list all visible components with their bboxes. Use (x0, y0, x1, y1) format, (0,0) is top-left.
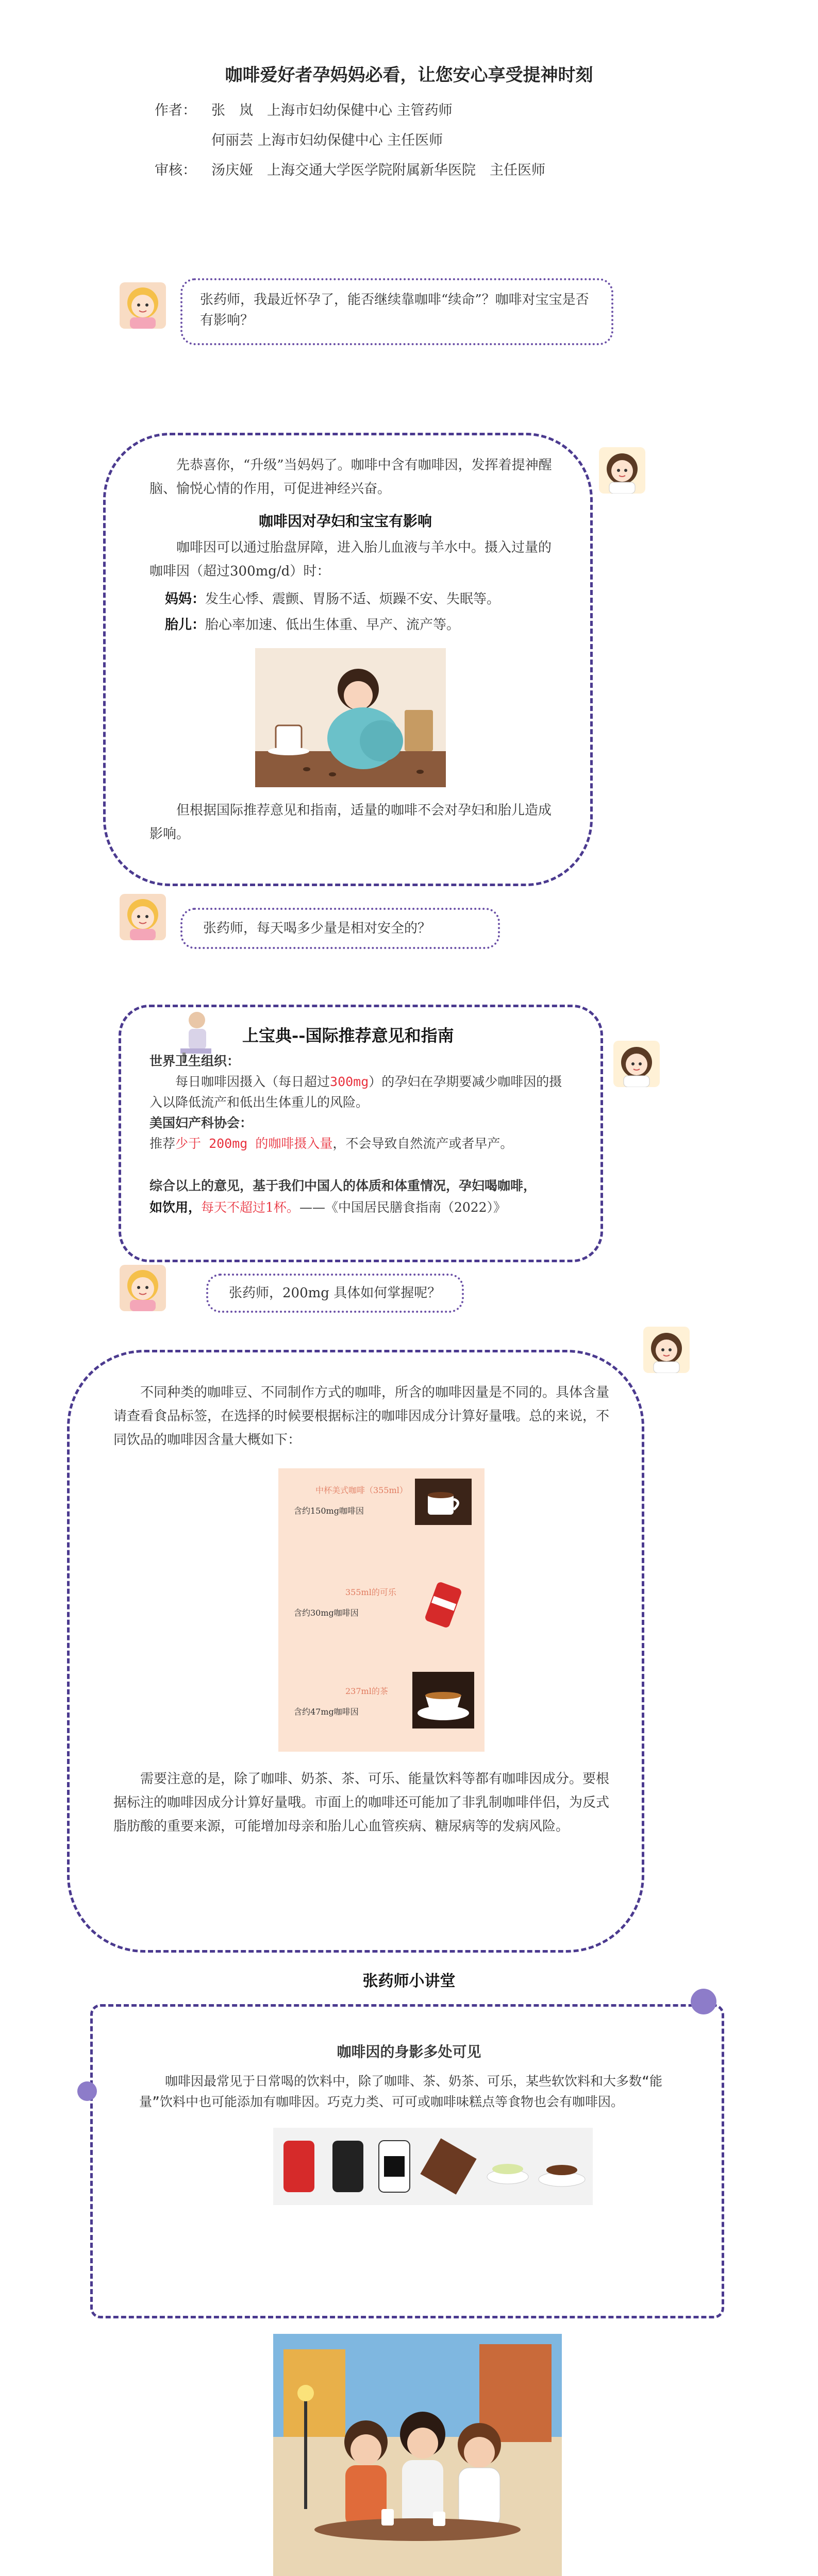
cola-can-icon (420, 1579, 466, 1631)
drink-3-name: 237ml的茶 (345, 1686, 388, 1696)
caffeine-foods-strip (273, 2128, 593, 2205)
answer-1-closing: 但根据国际推荐意见和指南，适量的咖啡不会对孕妇和胎儿造成影响。 (149, 803, 552, 842)
pharmacist-avatar-2 (613, 1041, 660, 1087)
answer-3-closing: 需要注意的是，除了咖啡、奶茶、茶、可乐、能量饮料等都有咖啡因成分。要根据标注的咖啡因成分计算好量哦。市面上的咖啡还可能加了非乳制咖啡伴侣，为反式脂肪酸的重要来源，可能增加母亲和胎儿心血管疾病、糖尿病等的发病风险。 (113, 1771, 610, 1834)
asker-avatar-3 (120, 1265, 166, 1311)
asker-avatar (120, 282, 166, 329)
acog-recommendation: 推荐少于 200mg 的咖啡摄入量，不会导致自然流产或者早产。 (149, 1136, 513, 1151)
answer-1-mother: 妈妈：发生心悸、震颤、胃肠不适、烦躁不安、失眠等。 (165, 591, 500, 607)
drink-1-name: 中杯美式咖啡（355ml） (315, 1485, 408, 1495)
drink-2-name: 355ml的可乐 (345, 1587, 396, 1597)
answer-2-heading: 上宝典--国际推荐意见和指南 (242, 1026, 454, 1045)
answer-1-fetus: 胎儿：胎心率加速、低出生体重、早产、流产等。 (165, 617, 460, 633)
drink-2-amount: 含约30mg咖啡因 (294, 1608, 359, 1618)
question-bubble-3: 张药师，200mg 具体如何掌握呢？ (206, 1274, 464, 1313)
lecture-body: 咖啡因最常见于日常喝的饮料中，除了咖啡、茶、奶茶、可乐，某些软饮料和大多数“能量”饮料中也可能添加有咖啡因。巧克力类、可可或咖啡味糕点等食物也会有咖啡因。 (139, 2074, 663, 2109)
acog-label: 美国妇产科协会： (149, 1115, 253, 1130)
summary-advice: 如饮用，每天不超过1杯。——《中国居民膳食指南（2022）》 (149, 1200, 507, 1215)
pregnant-woman-coffee-illustration (255, 648, 446, 787)
asker-avatar-2 (120, 894, 166, 940)
caffeine-content-chart (278, 1468, 485, 1752)
answer-1-heading: 咖啡因对孕妇和宝宝有影响 (258, 513, 432, 530)
answer-1-intro: 先恭喜你，“升级”当妈妈了。咖啡中含有咖啡因，发挥着提神醒脑、愉悦心情的作用，可促进神经兴奋。 (149, 457, 552, 497)
question-bubble-1: 张药师，我最近怀孕了，能否继续靠咖啡“续命”？咖啡对宝宝是否有影响？ (180, 278, 613, 345)
who-label: 世界卫生组织： (149, 1054, 240, 1069)
author-line-2: 何丽芸 上海市妇幼保健中心 主任医师 (211, 132, 443, 148)
summary-line: 综合以上的意见，基于我们中国人的体质和体重情况，孕妇喝咖啡， (149, 1178, 537, 1193)
drink-3-amount: 含约47mg咖啡因 (294, 1707, 359, 1717)
pharmacist-avatar-3 (643, 1327, 690, 1373)
page-title: 咖啡爱好者孕妈妈必看，让您安心享受提神时刻 (225, 65, 593, 86)
lecture-side-dot (77, 2081, 97, 2101)
pharmacist-avatar (599, 447, 645, 494)
reviewer-line: 审核： 汤庆娅 上海交通大学医学院附属新华医院 主任医师 (155, 162, 545, 178)
lecture-subtitle: 咖啡因的身影多处可见 (337, 2043, 481, 2060)
answer-3-intro: 不同种类的咖啡豆、不同制作方式的咖啡，所含的咖啡因量是不同的。具体含量请查看食品标签，在选择的时候要根据标注的咖啡因成分计算好量哦。总的来说，不同饮品的咖啡因含量大概如下： (113, 1385, 610, 1448)
women-at-cafe-illustration (273, 2334, 562, 2576)
who-recommendation: 每日咖啡因摄入（每日超过300mg）的孕妇在孕期要减少咖啡因的摄入以降低流产和低出生体重儿的风险。 (149, 1074, 562, 1110)
answer-1-body: 咖啡因可以通过胎盘屏障，进入胎儿血液与羊水中。摄入过量的咖啡因（超过300mg/d）时： (149, 540, 552, 579)
americano-cup-icon (415, 1479, 472, 1525)
author-line-1: 作者： 张 岚 上海市妇幼保健中心 主管药师 (155, 103, 453, 118)
tea-cup-icon (412, 1672, 474, 1728)
question-bubble-2: 张药师，每天喝多少量是相对安全的？ (180, 908, 500, 949)
lecture-title: 张药师小讲堂 (362, 1972, 456, 1990)
lecture-corner-dot (691, 1989, 716, 2014)
drink-1-amount: 含约150mg咖啡因 (294, 1506, 364, 1516)
